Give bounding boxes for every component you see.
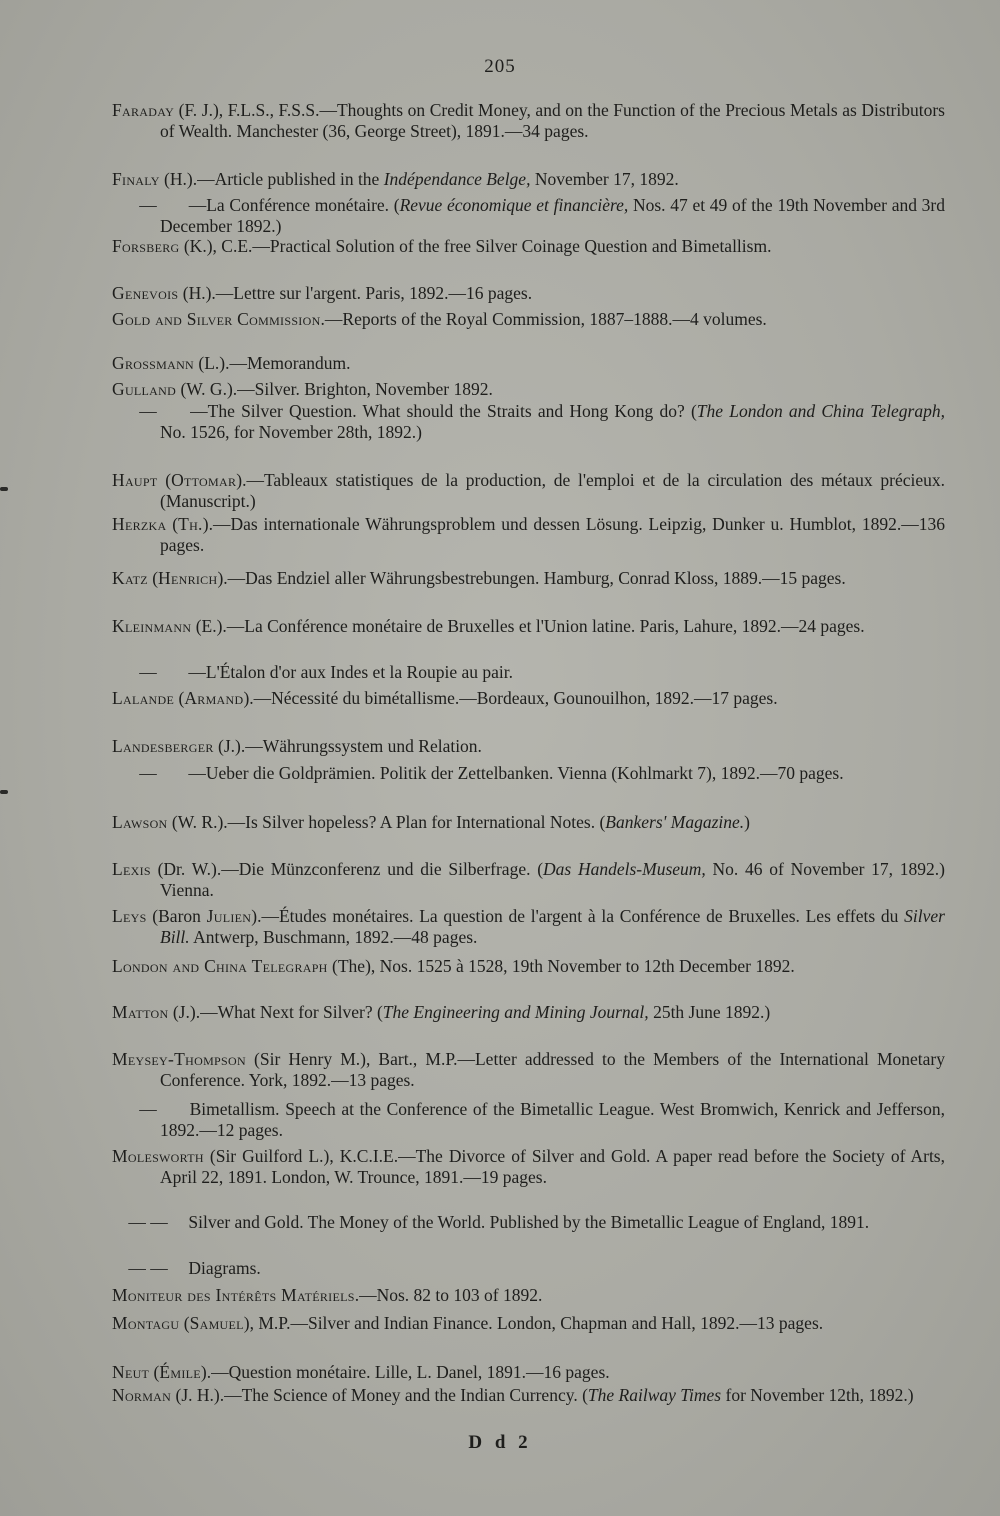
- entry-text: .—Question monétaire. Lille, L. Danel, 1891.—16 pages.: [206, 1362, 610, 1382]
- entry-author: Leys: [112, 906, 147, 926]
- entry-text: .—Nos. 82 to 103 of 1892.: [354, 1285, 543, 1305]
- bibliography-list: [0, 100, 1000, 1460]
- entry-author: Grossmann: [112, 353, 195, 373]
- entry-author: Faraday: [112, 100, 175, 120]
- entry-text-tail: for November 12th, 1892.): [721, 1385, 914, 1405]
- bibliography-entry: [112, 956, 945, 977]
- bibliography-entry: [112, 401, 945, 442]
- entry-text: .—Études monétaires. La question de l'argent à la Conférence de Bruxelles. Les effets du: [257, 906, 905, 926]
- bibliography-entry: [112, 195, 945, 236]
- bibliography-entry: [112, 379, 945, 400]
- bibliography-entry: Neut (Émile).—Question monétaire. Lille, L. Danel, 1891.—16 pages.: [112, 1362, 610, 1382]
- entry-author: Montagu: [112, 1313, 180, 1333]
- entry-text: .—Tableaux statistiques de la production, de l'emploi et de la circulation des métaux précieux. (Manuscript.): [160, 470, 945, 511]
- entry-text: —L'Étalon d'or aux Indes et la Roupie au pair.: [184, 662, 513, 682]
- entry-author-name: Ottomar: [171, 470, 237, 490]
- entry-author: London and China Telegraph: [112, 956, 328, 976]
- entry-text: (K.), C.E.—Practical Solution of the free Silver Coinage Question and Bimetallism.: [179, 236, 772, 256]
- entry-text: —Ueber die Goldprämien. Politik der Zettelbanken. Vienna (Kohlmarkt 7), 1892.—70 pages.: [184, 763, 844, 783]
- bibliography-entry: Herzka (Th.).—Das internationale Währungsproblem und dessen Lösung. Leipzig, Dunker u. Humblot, 1892.—136 pages.: [112, 514, 945, 555]
- entry-text: (L.).—Memorandum.: [194, 353, 351, 373]
- entry-text-tail: No. 46 of November 17, 1892.) Vienna.: [160, 859, 945, 900]
- bibliography-entry: [112, 1146, 945, 1187]
- bibliography-entry: [112, 859, 945, 900]
- entry-text: (W. R.).—Is Silver hopeless? A Plan for International Notes. (: [167, 812, 606, 832]
- entry-author: Moniteur des Intérêts Matériels: [112, 1285, 355, 1305]
- bibliography-entry: [112, 763, 945, 784]
- entry-text: (F. J.), F.L.S., F.S.S.—Thoughts on Credit Money, and on the Function of the Precious Metals as Distributors of Wealth. Manchester (36, George Street), 1891.—34 pages.: [160, 100, 945, 141]
- ditto-dash: —: [139, 195, 157, 215]
- entry-text-tail: 25th June 1892.): [648, 1002, 771, 1022]
- bibliography-entry: Lalande (Armand).—Nécessité du bimétallisme.—Bordeaux, Gounouilhon, 1892.—17 pages.: [112, 688, 778, 708]
- bibliography-entry: Katz (Henrich).—Das Endziel aller Währungsbestrebungen. Hamburg, Conrad Kloss, 1889.—15 pages.: [112, 568, 846, 588]
- ditto-dash: — —: [128, 1212, 168, 1232]
- entry-author: Matton: [112, 1002, 169, 1022]
- entry-text: (Dr. W.).—Die Münzconferenz und die Silberfrage. (: [150, 859, 544, 879]
- entry-author-name: Th.: [178, 514, 203, 534]
- margin-mark: [0, 487, 8, 491]
- entry-author-name: Julien: [206, 906, 252, 926]
- page-number: 205: [484, 56, 516, 77]
- entry-author: Lawson: [112, 812, 168, 832]
- margin-mark: [0, 790, 8, 794]
- bibliography-entry: [112, 100, 945, 141]
- entry-author-name: Samuel: [189, 1313, 244, 1333]
- bibliography-entry: [112, 616, 945, 637]
- entry-text-tail: ): [744, 812, 750, 832]
- ditto-dash: —: [139, 1099, 157, 1119]
- ditto-dash: —: [139, 763, 157, 783]
- entry-author: Neut: [112, 1362, 150, 1382]
- entry-author: Landesberger: [112, 736, 214, 756]
- entry-author: Gold and Silver Commission: [112, 309, 321, 329]
- entry-author: Katz: [112, 568, 148, 588]
- entry-text: (E.).—La Conférence monétaire de Bruxelles et l'Union latine. Paris, Lahure, 1892.—24 pages.: [191, 616, 865, 636]
- entry-author: Lexis: [112, 859, 151, 879]
- bibliography-entry: [112, 1285, 945, 1306]
- bibliography-entry: [112, 309, 945, 330]
- entry-title-italic: The Engineering and Mining Journal,: [382, 1002, 649, 1022]
- bibliography-entry: [112, 1258, 945, 1279]
- entry-text: Bimetallism. Speech at the Conference of the Bimetallic League. West Bromwich, Kenrick and Jefferson, 1892.—12 pages.: [160, 1099, 945, 1140]
- bibliography-entry: [112, 1002, 945, 1023]
- bibliography-entry: Montagu (Samuel), M.P.—Silver and Indian Finance. London, Chapman and Hall, 1892.—13 pages.: [112, 1313, 824, 1333]
- entry-author: Norman: [112, 1385, 172, 1405]
- bibliography-entry: [112, 169, 945, 190]
- entry-text: (H.).—Lettre sur l'argent. Paris, 1892.—16 pages.: [178, 283, 533, 303]
- entry-author: Forsberg: [112, 236, 180, 256]
- entry-text-tail: No. 1526, for November 28th, 1892.): [160, 421, 422, 442]
- entry-title-italic: Das Handels-Museum,: [543, 859, 706, 879]
- ditto-dash: — —: [128, 1258, 168, 1278]
- entry-text: (Sir Henry M.), Bart., M.P.—Letter addressed to the Members of the International Monetary Conference. York, 1892.—13 pages.: [160, 1049, 945, 1090]
- entry-author: Meysey-Thompson: [112, 1049, 246, 1069]
- entry-author-prefix: (Baron: [146, 906, 207, 926]
- entry-author: Haupt: [112, 470, 158, 490]
- ditto-dash: —: [139, 662, 157, 682]
- entry-author: Lalande: [112, 688, 175, 708]
- entry-author-name: Armand: [184, 688, 244, 708]
- entry-title-italic: Indépendance Belge,: [383, 169, 531, 189]
- entry-text-tail: Nos. 47 et 49 of the 19th November and 3rd December 1892.): [160, 195, 945, 236]
- signature-mark: D d 2: [468, 1432, 532, 1453]
- bibliography-entry: [112, 1385, 945, 1406]
- bibliography-entry: [112, 236, 945, 257]
- entry-author: Gulland: [112, 379, 177, 399]
- entry-author: Kleinmann: [112, 616, 192, 636]
- entry-text: (Sir Guilford L.), K.C.I.E.—The Divorce of Silver and Gold. A paper read before the Society of Arts, April 22, 1891. London, W. Trounce, 1891.—19 pages.: [160, 1146, 945, 1187]
- entry-title-italic: The London and China Telegraph,: [696, 401, 945, 421]
- entry-author-name: Henrich: [158, 568, 218, 588]
- entry-text: (H.).—Article published in the: [159, 169, 384, 189]
- bibliography-entry: Leys (Baron Julien).—Études monétaires. La question de l'argent à la Conférence de Bruxelles. Les effets du Silver Bill. Antwerp, Buschmann, 1892.—48 pages.: [112, 906, 945, 947]
- bibliography-entry: [112, 353, 945, 374]
- entry-author-name: Émile: [159, 1362, 201, 1382]
- bibliography-entry: [112, 736, 945, 757]
- entry-text: Diagrams.: [184, 1258, 261, 1278]
- entry-text: .—Reports of the Royal Commission, 1887–1888.—4 volumes.: [320, 309, 767, 329]
- entry-title-italic: Bankers' Magazine.: [605, 812, 745, 832]
- bibliography-entry: [112, 1099, 945, 1140]
- bibliography-entry: [112, 283, 945, 304]
- entry-title-italic: Silver Bill.: [160, 906, 945, 947]
- entry-author: Molesworth: [112, 1146, 204, 1166]
- entry-author: Finaly: [112, 169, 160, 189]
- entry-text: (J.).—Währungssystem und Relation.: [213, 736, 482, 756]
- entry-text-tail: Antwerp, Buschmann, 1892.—48 pages.: [189, 926, 478, 947]
- entry-text: (J.).—What Next for Silver? (: [168, 1002, 383, 1022]
- entry-text-tail: November 17, 1892.: [530, 169, 679, 189]
- entry-text: .—Das internationale Währungsproblem und dessen Lösung. Leipzig, Dunker u. Humblot, 1892.—136 pages.: [160, 514, 945, 555]
- entry-text: —La Conférence monétaire. (: [184, 195, 400, 215]
- entry-text: .—Das Endziel aller Währungsbestrebungen. Hamburg, Conrad Kloss, 1889.—15 pages.: [223, 568, 846, 588]
- bibliography-entry: [112, 1212, 945, 1233]
- entry-text: (J. H.).—The Science of Money and the Indian Currency. (: [171, 1385, 588, 1405]
- entry-text: —The Silver Question. What should the Straits and Hong Kong do? (: [184, 401, 697, 421]
- entry-text: Silver and Gold. The Money of the World. Published by the Bimetallic League of England, 1891.: [184, 1212, 870, 1232]
- entry-text: .—Nécessité du bimétallisme.—Bordeaux, Gounouilhon, 1892.—17 pages.: [249, 688, 778, 708]
- bibliography-entry: [112, 812, 945, 833]
- bibliography-entry: Haupt (Ottomar).—Tableaux statistiques de la production, de l'emploi et de la circulation des métaux précieux. (Manuscript.): [112, 470, 945, 511]
- entry-title-italic: Revue économique et financière,: [399, 195, 629, 215]
- entry-text: , M.P.—Silver and Indian Finance. London, Chapman and Hall, 1892.—13 pages.: [249, 1313, 824, 1333]
- entry-author: Herzka: [112, 514, 167, 534]
- bibliography-entry: [112, 1049, 945, 1090]
- entry-author: Genevois: [112, 283, 179, 303]
- entry-text: (W. G.).—Silver. Brighton, November 1892.: [176, 379, 493, 399]
- ditto-dash: —: [139, 401, 157, 421]
- bibliography-entry: [112, 662, 945, 683]
- entry-title-italic: The Railway Times: [587, 1385, 722, 1405]
- entry-text: (The), Nos. 1525 à 1528, 19th November to 12th December 1892.: [327, 956, 795, 976]
